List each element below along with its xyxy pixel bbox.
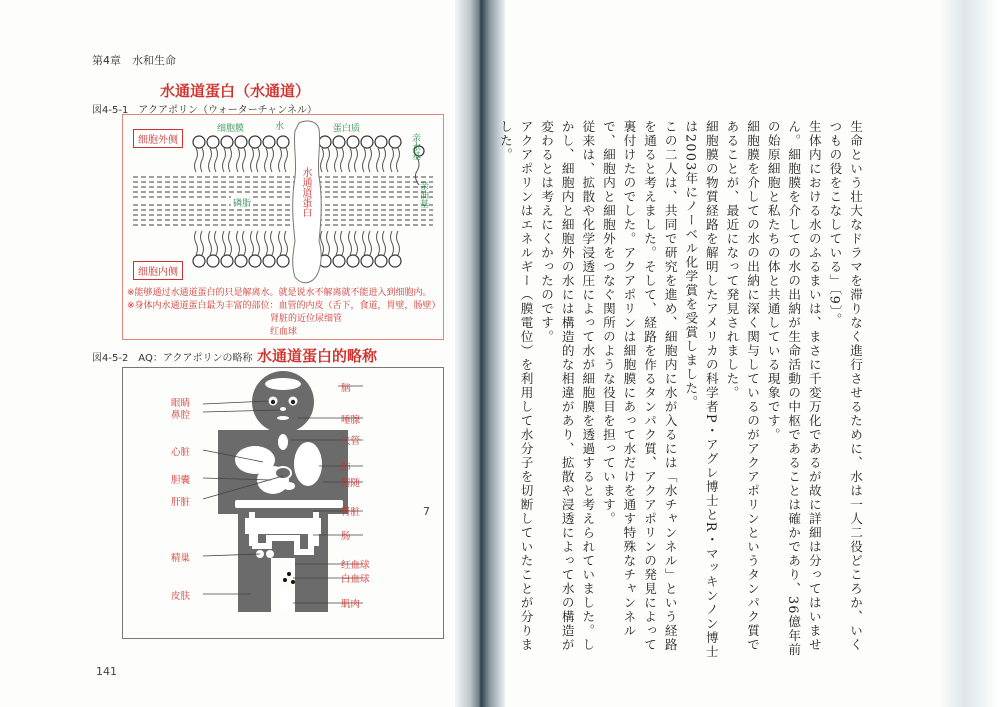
organ-skin: 皮肤 [171, 591, 191, 602]
aquaporin-membrane-figure [122, 114, 444, 340]
organ-eyes: 眼睛 [171, 398, 191, 409]
organ-heart: 心脏 [171, 447, 191, 458]
figure2-caption: 図4-5-2 AQ：アクアポリンの略称 [92, 353, 253, 364]
organ-liver: 肝脏 [171, 497, 191, 508]
organ-nasal-cavity: 鼻腔 [171, 410, 191, 421]
membrane-label: 细胞膜 [217, 124, 245, 134]
channel-label: 水通道蛋白 [300, 167, 311, 217]
organ-spinal-cord: 精随 [341, 478, 361, 489]
organ-intestine: 肠 [341, 531, 351, 542]
figure2-title: 水通道蛋白的略称 [257, 347, 378, 365]
aquaporin-body-figure [122, 367, 444, 639]
figure1-caption: 図4-5-1 アクアポリン（ウォーターチャンネル） [92, 105, 318, 116]
organ-trachea: 气管 [341, 436, 361, 447]
figure1-title: 水通道蛋白（水通道） [160, 82, 311, 100]
paragraph: 細胞膜を介しての水の出納に深く関与しているのがアクアポリンというタンパク質であることが、最近になって発見されました。 [724, 120, 761, 652]
vertical-body-text [497, 120, 865, 660]
figure1-note1: ※能够通过水通道蛋白的只是解离水。就是说水不解离就不能进入到细胞内。 [127, 288, 432, 298]
figure1-note4: 红血球 [270, 327, 298, 337]
organ-brain: 脑 [341, 383, 351, 394]
figure-index-number: 7 [423, 505, 430, 518]
page-edge-shadow [940, 0, 1000, 707]
organ-lungs: 肺 [341, 462, 351, 473]
paragraph: 従来は、拡散や化学浸透圧によって水が細胞膜を透過すると考えられていました。しかし、細胞内と細胞外の水には構造的な相違があり、拡散や浸透によって水の構造が変わるとは考えにくかったのです。 [539, 120, 596, 652]
paragraph: この二人は、共同で研究を進め、細胞内に水が入るには「水チャンネル」という経路を通ると考えました。そして、経路を作るタンパク質、アクアポリンの発見によって裏付けたのでした。アクアポリンは細胞膜にあって水だけを通す特殊なチャンネルで、細胞内と細胞外をつなぐ関所のような役目を担っています。 [600, 120, 678, 652]
lipid-label: 磷脂 [231, 196, 253, 209]
organ-salivary-gland: 唾腺 [341, 415, 361, 426]
organ-red-blood-cells: 红血球 [341, 560, 370, 571]
protein-label: 蛋白质 [333, 124, 361, 134]
organ-testes: 精巢 [171, 553, 191, 564]
figure1-note2: ※身体内水通道蛋白最为丰富的部位：血管的内皮（舌下，食道，胃壁，肠壁） [127, 301, 441, 311]
paragraph: アクアポリンはエネルギー（膜電位）を利用して水分子を切断していたことが分りました。 [497, 120, 534, 652]
inside-cell-label: 细胞内侧 [133, 261, 183, 280]
paragraph: 生体内における水のふるまいは、まさに千変万化であるが故に詳細は分ってはいません。細胞膜を介しての水の出納が生命活動の中枢であることは確かであり、36億年前の始原細胞と私たちの体と共通している現象です。 [765, 120, 822, 657]
organ-muscle: 肌肉 [341, 599, 361, 610]
body-text-column [497, 120, 865, 660]
figure1-note3: 肾脏的近位尿细管 [270, 314, 343, 324]
water-label: 水 [275, 122, 285, 132]
organ-kidney: 肾脏 [341, 507, 361, 518]
page-number: 141 [96, 665, 117, 678]
paragraph: 細胞膜の物質経路を解明したアメリカの科学者P・アグレ博士とR・マッキンノン博士は2003年にノーベル化学賞を受賞しました。 [683, 120, 719, 659]
organ-gallbladder: 胆囊 [171, 475, 191, 486]
lipophilic-label: 亲油基 [418, 181, 428, 208]
organ-white-blood-cells: 白血球 [341, 574, 370, 585]
hydrophilic-label: 亲水基 [410, 133, 420, 160]
chapter-header: 第4章 水和生命 [92, 54, 176, 67]
outside-cell-label: 细胞外侧 [133, 129, 183, 148]
paragraph: 生命という壮大なドラマを滞りなく進行させるために、水は一人二役どころか、いくつもの役をこなしている」〔9〕。 [827, 120, 863, 652]
